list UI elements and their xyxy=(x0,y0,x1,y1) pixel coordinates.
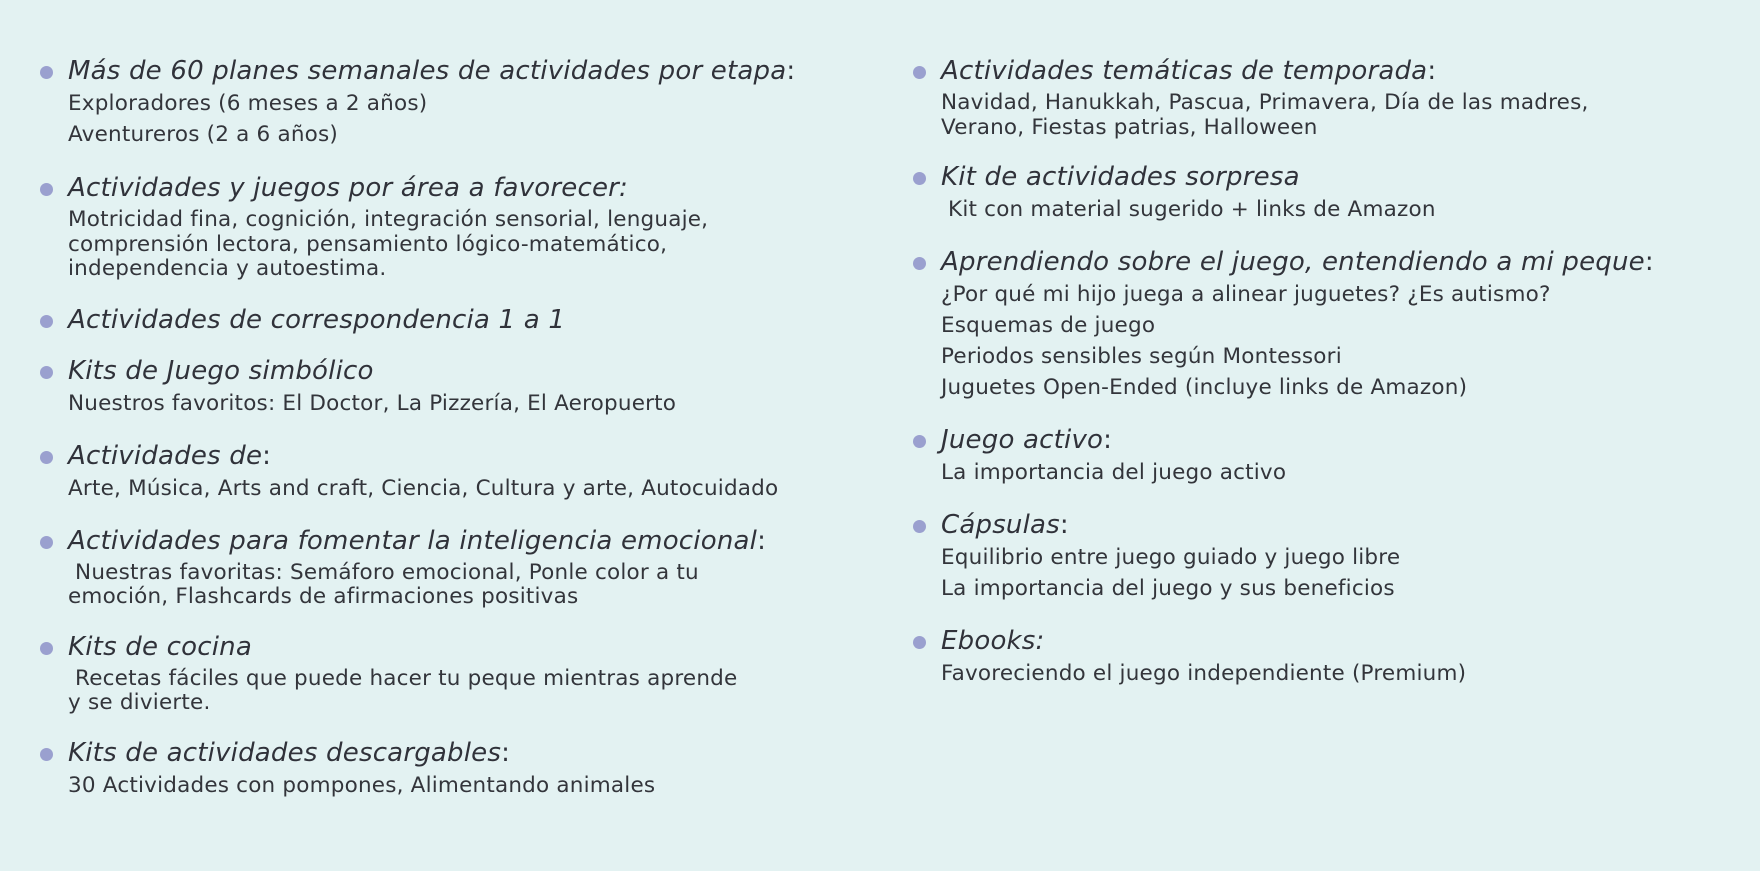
list-item xyxy=(913,423,1753,488)
item-line: Motricidad fina, cognición, integración sensorial, lenguaje, xyxy=(68,207,709,232)
list-item xyxy=(913,54,1753,140)
list-item xyxy=(40,303,920,337)
item-line: ¿Por qué mi hijo juega a alinear juguetes? ¿Es autismo? xyxy=(941,282,1551,307)
item-line: Equilibrio entre juego guiado y juego libre xyxy=(941,545,1401,570)
item-line: Navidad, Hanukkah, Pascua, Primavera, Día de las madres, xyxy=(941,90,1589,115)
bullet-icon xyxy=(40,183,53,196)
item-title: Aprendiendo sobre el juego, entendiendo a mi peque: xyxy=(941,247,1654,277)
item-line: Verano, Fiestas patrias, Halloween xyxy=(941,114,1318,140)
bullet-icon xyxy=(40,536,53,549)
item-line: Recetas fáciles que puede hacer tu peque mientras aprende xyxy=(68,665,738,691)
item-title: Cápsulas: xyxy=(941,510,1069,540)
item-line: 30 Actividades con pompones, Alimentando animales xyxy=(68,772,656,798)
list-item xyxy=(40,354,920,419)
bullet-icon xyxy=(40,66,53,79)
item-line: emoción, Flashcards de afirmaciones positivas xyxy=(68,584,579,609)
item-line: Juguetes Open-Ended (incluye links de Amazon) xyxy=(941,375,1468,400)
list-item xyxy=(40,630,920,716)
bullet-icon xyxy=(913,172,926,185)
list-item xyxy=(40,54,920,150)
item-line: La importancia del juego y sus beneficios xyxy=(941,576,1395,601)
list-item xyxy=(40,736,920,801)
item-line: independencia y autoestima. xyxy=(68,256,387,281)
item-line: Aventureros (2 a 6 años) xyxy=(68,122,339,147)
item-title: Actividades temáticas de temporada: xyxy=(941,56,1437,86)
item-line: Nuestros favoritos: El Doctor, La Pizzería, El Aeropuerto xyxy=(68,390,677,416)
item-line: Exploradores (6 meses a 2 años) xyxy=(68,91,428,116)
item-line: Favoreciendo el juego independiente (Premium) xyxy=(941,661,1467,686)
item-line: Kit con material sugerido + links de Amazon xyxy=(941,197,1436,222)
item-line: comprensión lectora, pensamiento lógico-matemático, xyxy=(68,231,668,257)
bullet-icon xyxy=(913,520,926,533)
list-item xyxy=(913,160,1753,225)
list-item xyxy=(40,524,920,610)
bullet-icon xyxy=(40,748,53,761)
list-item xyxy=(913,245,1753,403)
item-line: Periodos sensibles según Montessori xyxy=(941,344,1342,369)
bullet-icon xyxy=(913,66,926,79)
right-column xyxy=(913,54,1753,689)
item-line: Esquemas de juego xyxy=(941,313,1156,338)
item-title: Kits de Juego simbólico xyxy=(68,355,374,386)
item-title: Actividades de: xyxy=(68,440,272,471)
list-item xyxy=(913,624,1753,689)
item-line: La importancia del juego activo xyxy=(941,460,1287,485)
list-item xyxy=(40,439,920,504)
item-title: Actividades de correspondencia 1 a 1 xyxy=(68,304,566,335)
bullet-icon xyxy=(913,636,926,649)
item-title: Kits de cocina xyxy=(68,631,252,662)
item-line: Arte, Música, Arts and craft, Ciencia, Cultura y arte, Autocuidado xyxy=(68,475,779,501)
item-title: Más de 60 planes semanales de actividades por etapa: xyxy=(68,56,796,86)
bullet-icon xyxy=(40,366,53,379)
bullet-icon xyxy=(40,315,53,328)
item-title: Actividades para fomentar la inteligencia emocional: xyxy=(68,525,767,556)
item-line: y se divierte. xyxy=(68,690,211,715)
item-line: Nuestras favoritas: Semáforo emocional, Ponle color a tu xyxy=(68,559,699,585)
item-title: Juego activo: xyxy=(941,425,1113,455)
bullet-icon xyxy=(40,451,53,464)
item-title: Actividades y juegos por área a favorecer: xyxy=(68,173,629,203)
list-item xyxy=(40,171,920,282)
bullet-icon xyxy=(913,257,926,270)
list-item xyxy=(913,508,1753,604)
left-column xyxy=(40,54,920,801)
bullet-icon xyxy=(913,435,926,448)
item-title: Kits de actividades descargables: xyxy=(68,737,511,768)
item-title: Ebooks: xyxy=(941,626,1045,656)
item-title: Kit de actividades sorpresa xyxy=(941,162,1300,192)
bullet-icon xyxy=(40,642,53,655)
